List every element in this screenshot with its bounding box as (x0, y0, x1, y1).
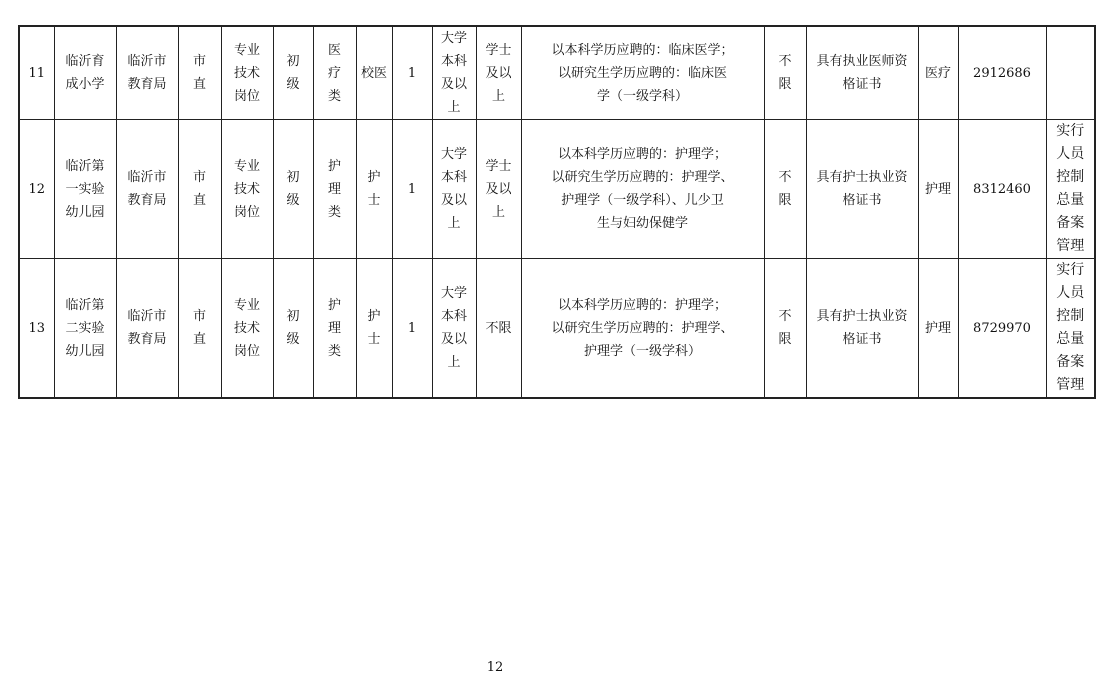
education-cell: 大学本科及以上 (432, 120, 476, 259)
age-cell: 不限 (764, 259, 806, 399)
page-number: 12 (486, 660, 504, 675)
degree-cell: 学士及以上 (476, 120, 521, 259)
dept-cell: 临沂市教育局 (116, 120, 178, 259)
exam-cell: 护理 (918, 259, 958, 399)
grade-cell: 初级 (273, 259, 313, 399)
unit-cell: 临沂第一实验幼儿园 (54, 120, 116, 259)
phone-cell: 2912686 (958, 26, 1046, 120)
remark-cell: 实行人员控制总量备案管理 (1046, 120, 1095, 259)
major-cell: 以本科学历应聘的：护理学； 以研究生学历应聘的：护理学、 护理学（一级学科）、儿少卫 生与妇幼保健学 (521, 120, 764, 259)
age-cell: 不限 (764, 26, 806, 120)
remark-cell: 实行人员控制总量备案管理 (1046, 259, 1095, 399)
post-name-cell: 校医 (356, 26, 392, 120)
remark-cell (1046, 26, 1095, 120)
level-cell: 市直 (178, 120, 221, 259)
category-cell: 医疗类 (313, 26, 356, 120)
grade-cell: 初级 (273, 120, 313, 259)
phone-cell: 8312460 (958, 120, 1046, 259)
post-name-cell: 护士 (356, 120, 392, 259)
post-name-cell: 护士 (356, 259, 392, 399)
major-cell: 以本科学历应聘的：护理学； 以研究生学历应聘的：护理学、 护理学（一级学科） (521, 259, 764, 399)
post-type-cell: 专业技术岗位 (221, 259, 273, 399)
row-number: 13 (19, 259, 54, 399)
row-number: 11 (19, 26, 54, 120)
post-type-cell: 专业技术岗位 (221, 26, 273, 120)
level-cell: 市直 (178, 259, 221, 399)
category-cell: 护理类 (313, 120, 356, 259)
recruitment-table (18, 25, 1096, 399)
count-cell: 1 (392, 26, 432, 120)
grade-cell: 初级 (273, 26, 313, 120)
count-cell: 1 (392, 120, 432, 259)
education-cell: 大学本科及以上 (432, 26, 476, 120)
level-cell: 市直 (178, 26, 221, 120)
row-number: 12 (19, 120, 54, 259)
age-cell: 不限 (764, 120, 806, 259)
other-req-cell: 具有护士执业资格证书 (806, 120, 918, 259)
phone-cell: 8729970 (958, 259, 1046, 399)
exam-cell: 护理 (918, 120, 958, 259)
table-row (19, 120, 1095, 259)
major-cell: 以本科学历应聘的：临床医学； 以研究生学历应聘的：临床医 学（一级学科） (521, 26, 764, 120)
degree-cell: 不限 (476, 259, 521, 399)
unit-cell: 临沂第二实验幼儿园 (54, 259, 116, 399)
degree-cell: 学士及以上 (476, 26, 521, 120)
dept-cell: 临沂市教育局 (116, 259, 178, 399)
dept-cell: 临沂市教育局 (116, 26, 178, 120)
table-row (19, 26, 1095, 120)
table-row (19, 259, 1095, 399)
post-type-cell: 专业技术岗位 (221, 120, 273, 259)
count-cell: 1 (392, 259, 432, 399)
other-req-cell: 具有执业医师资格证书 (806, 26, 918, 120)
unit-cell: 临沂育成小学 (54, 26, 116, 120)
category-cell: 护理类 (313, 259, 356, 399)
education-cell: 大学本科及以上 (432, 259, 476, 399)
exam-cell: 医疗 (918, 26, 958, 120)
other-req-cell: 具有护士执业资格证书 (806, 259, 918, 399)
